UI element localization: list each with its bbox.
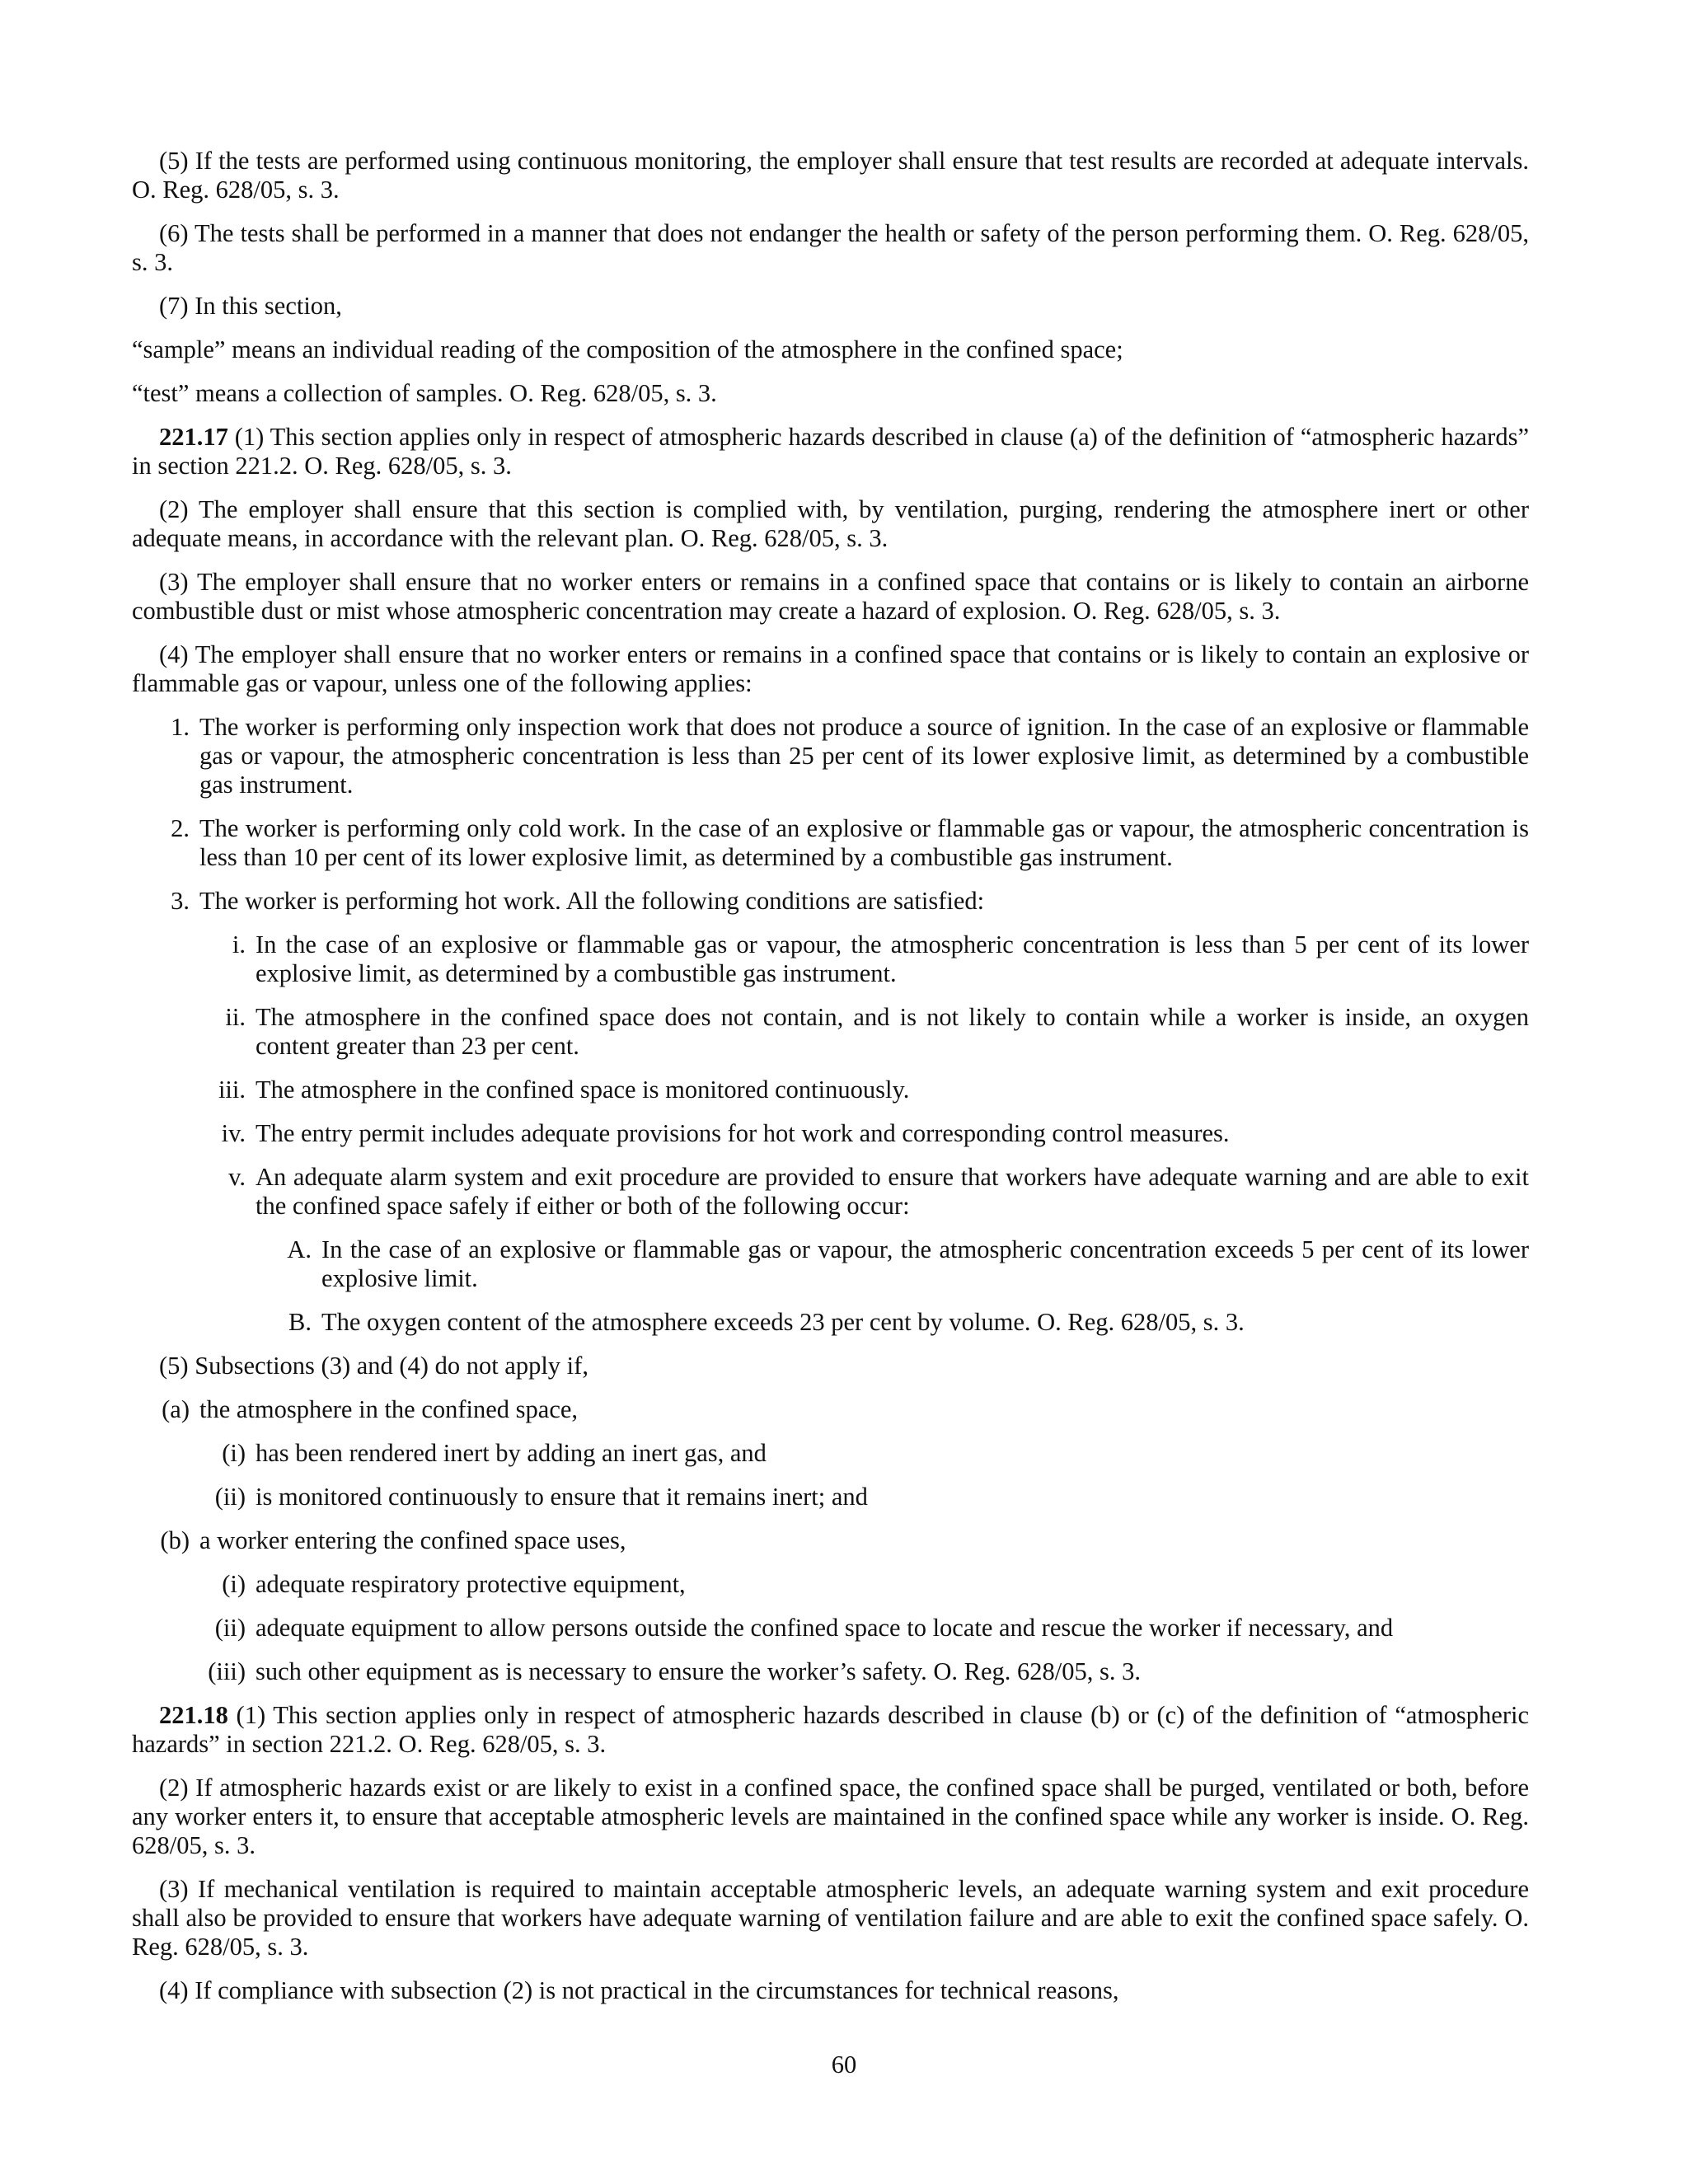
list-text: The worker is performing hot work. All the following conditions are satisfied: [199, 887, 985, 915]
paragraph-7: (7) In this section, [159, 292, 342, 320]
list-label: B. [288, 1308, 312, 1336]
section-221-18-paragraph-2: (2) If atmospheric hazards exist or are likely to exist in a confined space, the confined space shall be purged, ventilated or both, before any worker enters it, to ensure that acceptable atmospheric levels are maintained in the confined space while any worker is inside. O. Reg. 628/05, s. 3. [132, 1774, 1529, 1859]
section-number: 221.18 [159, 1701, 228, 1729]
list-label: v. [228, 1163, 246, 1191]
clause-item [132, 1395, 1529, 1424]
document-page [132, 147, 1529, 2020]
list-label: iii. [218, 1076, 246, 1104]
section-221-18-paragraph-3: (3) If mechanical ventilation is required to maintain acceptable atmospheric levels, an adequate warning system and exit procedure shall also be provided to ensure that workers have adequate warning of ventilation failure and are able to exit the confined space safely. O. Reg. 628/05, s. 3. [132, 1875, 1529, 1961]
subclause-item [199, 1570, 1529, 1599]
subclause-label: (iii) [208, 1657, 246, 1685]
list-text: The worker is performing only cold work. In the case of an explosive or flammable gas or vapour, the atmospheric concentration is less than 10 per cent of its lower explosive limit, as determined by a combustible gas instrument. [199, 814, 1529, 871]
subclause-text: adequate equipment to allow persons outside the confined space to locate and rescue the worker if necessary, and [256, 1614, 1394, 1642]
section-221-17-paragraph-3: (3) The employer shall ensure that no worker enters or remains in a confined space that contains or is likely to contain an airborne combustible dust or mist whose atmospheric concentration may create a hazard of explosion. O. Reg. 628/05, s. 3. [132, 568, 1529, 625]
list-text: In the case of an explosive or flammable gas or vapour, the atmospheric concentration exceeds 5 per cent of its lower explosive limit. [321, 1235, 1529, 1292]
sub-list-item [199, 1003, 1529, 1061]
list-item [132, 887, 1529, 916]
subclause-label: (ii) [214, 1483, 246, 1511]
list-text: An adequate alarm system and exit procedure are provided to ensure that workers have adequate warning and are able to exit the confined space safely if either or both of the following occur: [256, 1163, 1529, 1220]
paragraph-5: (5) If the tests are performed using continuous monitoring, the employer shall ensure that test results are recorded at adequate intervals. O. Reg. 628/05, s. 3. [132, 147, 1529, 204]
sub-sub-list-item [256, 1235, 1529, 1293]
list-item [132, 713, 1529, 799]
section-221-18-paragraph-1 [132, 1701, 1529, 1759]
sub-list-item [199, 930, 1529, 988]
section-221-17-paragraph-5: (5) Subsections (3) and (4) do not apply if, [159, 1352, 588, 1380]
sub-list-item [199, 1119, 1529, 1148]
definition-test: “test” means a collection of samples. O. Reg. 628/05, s. 3. [132, 379, 717, 407]
clause-text: the atmosphere in the confined space, [199, 1395, 579, 1423]
paragraph-6: (6) The tests shall be performed in a manner that does not endanger the health or safety of the person performing them. O. Reg. 628/05, s. 3. [132, 219, 1529, 276]
subclause-item [199, 1483, 1529, 1511]
sub-list-item [199, 1076, 1529, 1104]
section-221-17-paragraph-1 [132, 423, 1529, 480]
list-label: 2. [171, 814, 190, 842]
section-text: (1) This section applies only in respect of atmospheric hazards described in clause (b) or (c) of the definition of “atmospheric hazards” in section 221.2. O. Reg. 628/05, s. 3. [132, 1701, 1529, 1758]
section-text: (1) This section applies only in respect of atmospheric hazards described in clause (a) of the definition of “atmospheric hazards” in section 221.2. O. Reg. 628/05, s. 3. [132, 423, 1529, 480]
subclause-label: (i) [222, 1570, 246, 1598]
list-text: The atmosphere in the confined space does not contain, and is not likely to contain while a worker is inside, an oxygen content greater than 23 per cent. [256, 1003, 1529, 1060]
list-label: ii. [225, 1003, 246, 1031]
page-number: 60 [831, 2050, 857, 2079]
list-item [132, 814, 1529, 872]
subclause-item [199, 1614, 1529, 1643]
subclause-item [199, 1439, 1529, 1468]
sub-sub-list-item [256, 1308, 1529, 1337]
sub-list-item [199, 1163, 1529, 1221]
list-text: The atmosphere in the confined space is monitored continuously. [256, 1076, 910, 1104]
subclause-label: (ii) [214, 1614, 246, 1642]
subclause-label: (i) [222, 1439, 246, 1467]
section-221-17-paragraph-2: (2) The employer shall ensure that this section is complied with, by ventilation, purging, rendering the atmosphere inert or other adequate means, in accordance with the relevant plan. O. Reg. 628/05, s. 3. [132, 495, 1529, 552]
subclause-item [199, 1657, 1529, 1686]
list-label: i. [232, 930, 246, 958]
section-221-18-paragraph-4: (4) If compliance with subsection (2) is not practical in the circumstances for technical reasons, [159, 1976, 1119, 2004]
subclause-text: has been rendered inert by adding an inert gas, and [256, 1439, 767, 1467]
section-221-17-paragraph-4: (4) The employer shall ensure that no worker enters or remains in a confined space that contains or is likely to contain an explosive or flammable gas or vapour, unless one of the following applies: [132, 640, 1529, 697]
subclause-text: adequate respiratory protective equipment, [256, 1570, 686, 1598]
subclause-text: such other equipment as is necessary to ensure the worker’s safety. O. Reg. 628/05, s. 3. [256, 1657, 1142, 1685]
subclause-text: is monitored continuously to ensure that it remains inert; and [256, 1483, 868, 1511]
clause-text: a worker entering the confined space uses, [199, 1526, 626, 1554]
list-label: iv. [221, 1119, 246, 1147]
list-label: 1. [171, 713, 190, 741]
clause-label: (a) [162, 1395, 190, 1423]
clause-label: (b) [160, 1526, 190, 1554]
list-text: The oxygen content of the atmosphere exceeds 23 per cent by volume. O. Reg. 628/05, s. 3. [321, 1308, 1245, 1336]
definition-sample: “sample” means an individual reading of the composition of the atmosphere in the confined space; [132, 335, 1123, 363]
section-number: 221.17 [159, 423, 228, 451]
clause-item [132, 1526, 1529, 1555]
list-label: A. [287, 1235, 312, 1263]
list-text: In the case of an explosive or flammable gas or vapour, the atmospheric concentration is less than 5 per cent of its lower explosive limit, as determined by a combustible gas instrument. [256, 930, 1529, 987]
list-text: The worker is performing only inspection work that does not produce a source of ignition. In the case of an explosive or flammable gas or vapour, the atmospheric concentration is less than 25 per cent of its lower explosive limit, as determined by a combustible gas instrument. [199, 713, 1529, 799]
list-label: 3. [171, 887, 190, 915]
list-text: The entry permit includes adequate provisions for hot work and corresponding control measures. [256, 1119, 1230, 1147]
